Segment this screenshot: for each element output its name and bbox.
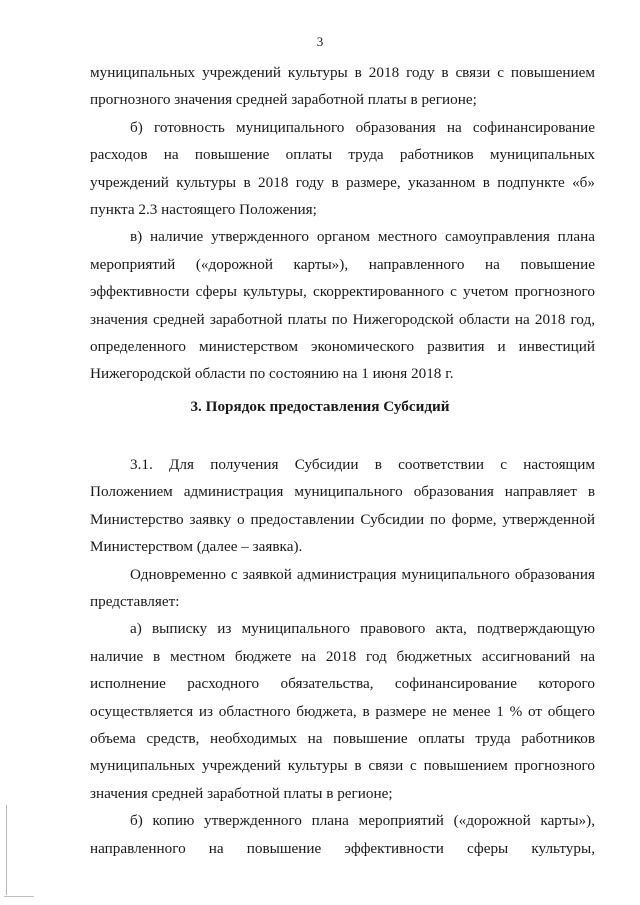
- scan-edge-mark: [6, 805, 7, 895]
- text-line: Одновременно с заявкой администрация муниципального образования: [130, 565, 595, 583]
- text-line: учреждений культуры в 2018 году в размере, указанном в подпункте «б»: [90, 173, 595, 191]
- text-line: объема средств, необходимых на повышение оплаты труда работников: [90, 730, 595, 748]
- text-line: Министерством (далее – заявка).: [90, 538, 303, 556]
- text-line: б) копию утвержденного плана мероприятий («дорожной карты»),: [130, 812, 595, 830]
- text-line: Нижегородской области по состоянию на 1 июня 2018 г.: [90, 365, 454, 383]
- text-line: 3.1. Для получения Субсидии в соответствии с настоящим: [130, 456, 595, 473]
- text-line: осуществляется из областного бюджета, в размере не менее 1 % от общего: [90, 702, 595, 720]
- text-line: расходов на повышение оплаты труда работников муниципальных: [90, 146, 595, 164]
- scan-edge-mark: [4, 896, 34, 897]
- text-line: Министерство заявку о предоставлении Субсидии по форме, утвержденной: [90, 510, 595, 528]
- paragraph-block-top: [90, 59, 595, 388]
- page-number: 3: [316, 34, 324, 49]
- text-line: прогнозного значения средней заработной платы в регионе;: [90, 91, 477, 109]
- paragraph-block-section3: [90, 451, 595, 862]
- text-line: в) наличие утвержденного органом местного самоуправления плана: [130, 228, 595, 246]
- text-line: пункта 2.3 настоящего Положения;: [90, 201, 317, 219]
- text-line: представляет:: [90, 593, 180, 611]
- text-line: исполнение расходного обязательства, софинансирование которого: [90, 675, 595, 693]
- text-line: направленного на повышение эффективности сферы культуры,: [90, 839, 595, 857]
- text-line: муниципальных учреждений культуры в 2018 году в связи с повышением: [90, 64, 595, 81]
- text-line: наличие в местном бюджете на 2018 год бюджетных ассигнований на: [90, 647, 595, 665]
- section-heading: 3. Порядок предоставления Субсидий: [190, 398, 450, 415]
- text-line: муниципальных учреждений культуры в связи с повышением прогнозного: [90, 757, 595, 775]
- text-line: б) готовность муниципального образования на софинансирование: [130, 118, 595, 136]
- text-line: значения средней заработной платы в регионе;: [90, 784, 393, 802]
- text-line: Положением администрация муниципального образования направляет в: [90, 483, 595, 501]
- text-line: эффективности сферы культуры, скорректированного с учетом прогнозного: [90, 283, 595, 301]
- text-line: мероприятий («дорожной карты»), направленного на повышение: [90, 255, 595, 273]
- text-line: значения средней заработной платы по Нижегородской области на 2018 год,: [90, 310, 595, 328]
- text-line: определенного министерством экономического развития и инвестиций: [90, 338, 595, 356]
- text-line: а) выписку из муниципального правового акта, подтверждающую: [130, 620, 595, 638]
